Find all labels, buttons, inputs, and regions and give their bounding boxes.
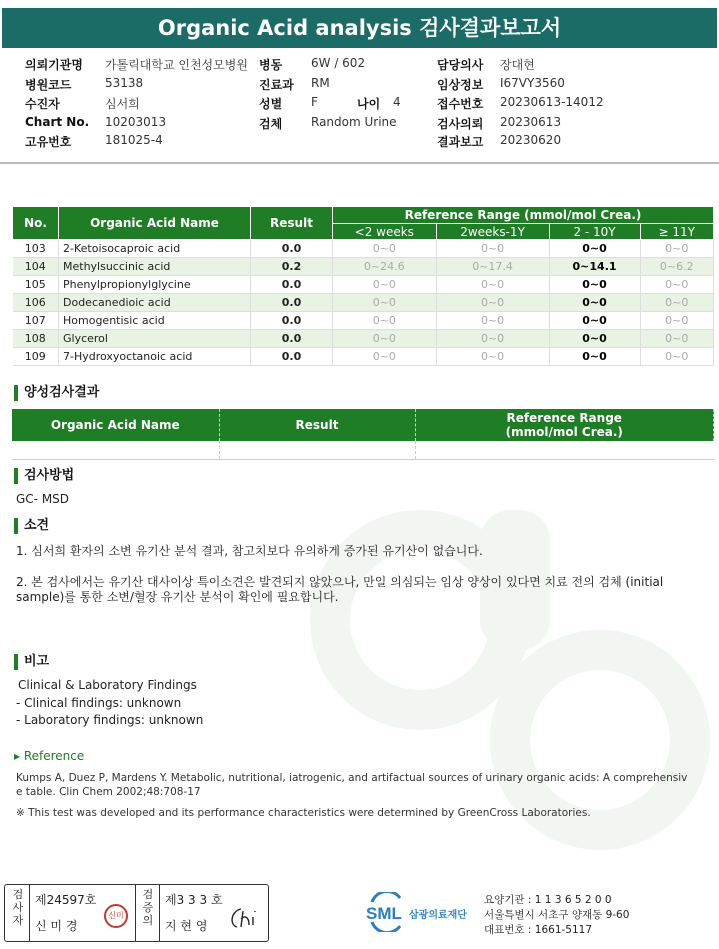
row-range: 0~0 xyxy=(549,348,640,366)
col-no: No. xyxy=(13,207,59,240)
row-result: 0.0 xyxy=(251,312,333,330)
opinion-line-2b: sample)를 통한 소변/혈장 유기산 분석이 확인에 필요합니다. xyxy=(16,590,339,604)
remarks-section-title: 비고 xyxy=(14,654,49,670)
clinical-label: 임상정보 xyxy=(437,78,484,92)
subject-label: 수진자 xyxy=(25,97,60,111)
hospcode-label: 병원코드 xyxy=(25,78,72,92)
row-range: 0~0 xyxy=(549,240,640,258)
row-range: 0~0 xyxy=(436,276,549,294)
sml-logo xyxy=(366,892,476,936)
handwritten-signature xyxy=(227,905,263,931)
row-range: 0~0 xyxy=(333,294,437,312)
range-header: <2 weeks xyxy=(333,224,437,240)
ward-value: 6W / 602 xyxy=(311,56,366,70)
reference-line-2: e table. Clin Chem 2002;48:708-17 xyxy=(16,786,201,798)
dept-value: RM xyxy=(311,76,330,90)
uid-value: 181025-4 xyxy=(105,133,163,147)
pos-col-range-line1: Reference Range xyxy=(506,411,622,425)
opinion-line-1: 1. 심서희 환자의 소변 유기산 분석 결과, 참고치보다 유의하게 증가된 유기산이 없습니다. xyxy=(16,544,483,558)
row-result: 0.0 xyxy=(251,294,333,312)
row-range: 0~0 xyxy=(333,312,437,330)
remarks-line-3: - Laboratory findings: unknown xyxy=(16,713,204,727)
row-no: 104 xyxy=(13,258,59,276)
pos-col-range-line2: (mmol/mol Crea.) xyxy=(505,425,623,439)
positive-section-title: 양성검사결과 xyxy=(14,385,99,401)
dept-label: 진료과 xyxy=(259,78,294,92)
range-header: ≥ 11Y xyxy=(640,224,713,240)
range-header: 2 - 10Y xyxy=(549,224,640,240)
row-range: 0~0 xyxy=(549,330,640,348)
accession-value: 20230613-14012 xyxy=(500,95,604,109)
request-label: 검사의뢰 xyxy=(437,117,484,131)
col-result: Result xyxy=(251,207,333,240)
request-value: 20230613 xyxy=(500,115,562,129)
row-range: 0~0 xyxy=(549,312,640,330)
row-range: 0~0 xyxy=(640,312,713,330)
sex-label: 성별 xyxy=(259,97,283,111)
col-name: Organic Acid Name xyxy=(59,207,251,240)
row-result: 0.0 xyxy=(251,240,333,258)
institution-label: 의뢰기관명 xyxy=(25,58,83,72)
age-value: 4 xyxy=(393,95,401,109)
row-range: 0~0 xyxy=(549,276,640,294)
method-section-title: 검사방법 xyxy=(14,468,74,484)
row-name: Dodecanedioic acid xyxy=(59,294,251,312)
chart-label: Chart No. xyxy=(25,115,90,129)
doctor-value: 장대현 xyxy=(500,58,535,72)
confirmer-license: 제3 3 3 호 xyxy=(165,893,223,907)
reference-title: ▸ Reference xyxy=(14,749,85,763)
tester-name: 신 미 경 xyxy=(35,919,78,933)
row-range: 0~0 xyxy=(333,348,437,366)
footer-line-1: 요양기관 : 1 1 3 6 5 2 0 0 xyxy=(484,894,612,906)
footer-info xyxy=(484,893,629,938)
row-no: 107 xyxy=(13,312,59,330)
ward-label: 병동 xyxy=(259,58,283,72)
table-row xyxy=(13,348,714,366)
row-range: 0~0 xyxy=(333,330,437,348)
pos-col-range xyxy=(415,409,714,441)
table-row xyxy=(13,312,714,330)
row-no: 108 xyxy=(13,330,59,348)
row-range: 0~6.2 xyxy=(640,258,713,276)
report-value: 20230620 xyxy=(500,133,562,147)
col-range: Reference Range (mmol/mol Crea.) xyxy=(333,207,714,224)
table-row xyxy=(13,294,714,312)
row-no: 103 xyxy=(13,240,59,258)
row-name: Homogentisic acid xyxy=(59,312,251,330)
sex-value: F xyxy=(311,95,318,109)
row-no: 109 xyxy=(13,348,59,366)
row-name: 2-Ketoisocaproic acid xyxy=(59,240,251,258)
pos-col-name: Organic Acid Name xyxy=(12,409,219,441)
row-result: 0.0 xyxy=(251,330,333,348)
row-name: Methylsuccinic acid xyxy=(59,258,251,276)
org-name: 삼광의료재단 xyxy=(409,910,467,921)
row-range: 0~17.4 xyxy=(436,258,549,276)
method-text: GC- MSD xyxy=(16,492,70,506)
footer-line-2: 서울특별시 서초구 양재동 9-60 xyxy=(484,909,630,921)
row-range: 0~0 xyxy=(549,294,640,312)
row-range: 0~0 xyxy=(640,276,713,294)
seal-stamp: 신미 xyxy=(104,904,128,928)
row-range: 0~0 xyxy=(436,312,549,330)
positive-results-table xyxy=(12,409,714,460)
reference-line-1: Kumps A, Duez P, Mardens Y. Metabolic, nutritional, iatrogenic, and artifactual sources of urinary organic acids: A comprehensiv xyxy=(16,772,688,784)
institution-value: 가톨릭대학교 인천성모병원 xyxy=(105,58,248,72)
row-name: 7-Hydroxyoctanoic acid xyxy=(59,348,251,366)
row-range: 0~0 xyxy=(640,330,713,348)
clinical-value: I67VY3560 xyxy=(500,76,565,90)
row-result: 0.0 xyxy=(251,276,333,294)
table-row xyxy=(12,441,714,459)
table-row xyxy=(13,330,714,348)
doctor-label: 담당의사 xyxy=(437,58,484,72)
divider xyxy=(0,162,719,164)
reference-line-3: ※ This test was developed and its performance characteristics were determined by GreenCross Laboratories. xyxy=(16,807,591,819)
specimen-value: Random Urine xyxy=(311,115,397,129)
accession-label: 접수번호 xyxy=(437,97,484,111)
uid-label: 고유번호 xyxy=(25,135,72,149)
row-no: 106 xyxy=(13,294,59,312)
confirmer-label: 검증의 xyxy=(142,888,154,927)
row-range: 0~0 xyxy=(640,240,713,258)
row-name: Glycerol xyxy=(59,330,251,348)
row-range: 0~0 xyxy=(436,330,549,348)
row-range: 0~0 xyxy=(436,294,549,312)
watermark-graphic xyxy=(300,480,719,880)
tester-license: 제24597호 xyxy=(35,893,97,907)
row-range: 0~0 xyxy=(333,240,437,258)
row-range: 0~14.1 xyxy=(549,258,640,276)
table-row xyxy=(13,240,714,258)
row-range: 0~0 xyxy=(333,276,437,294)
pos-col-result: Result xyxy=(219,409,415,441)
row-range: 0~24.6 xyxy=(333,258,437,276)
range-header: 2weeks-1Y xyxy=(436,224,549,240)
confirmer-name: 지 현 영 xyxy=(165,919,208,933)
row-range: 0~0 xyxy=(640,348,713,366)
chart-value: 10203013 xyxy=(105,115,167,129)
report-label: 결과보고 xyxy=(437,135,484,149)
table-row xyxy=(13,258,714,276)
remarks-line-2: - Clinical findings: unknown xyxy=(16,696,182,710)
signature-box xyxy=(4,884,269,942)
row-range: 0~0 xyxy=(436,348,549,366)
specimen-label: 검체 xyxy=(259,117,283,131)
report-title: Organic Acid analysis 검사결과보고서 xyxy=(2,8,717,48)
opinion-section-title: 소견 xyxy=(14,518,49,534)
row-range: 0~0 xyxy=(640,294,713,312)
remarks-line-1: Clinical & Laboratory Findings xyxy=(18,678,197,692)
tester-label: 검사자 xyxy=(12,888,24,927)
opinion-line-2a: 2. 본 검사에서는 유기산 대사이상 특이소견은 발견되지 않았으나, 만일 의심되는 임상 양상이 있다면 치료 전의 검체 (initial xyxy=(16,575,664,589)
age-label: 나이 xyxy=(357,97,381,111)
logo-text: SML xyxy=(366,904,402,923)
row-result: 0.0 xyxy=(251,348,333,366)
footer-line-3: 대표번호 : 1661-5117 xyxy=(484,924,593,936)
row-range: 0~0 xyxy=(436,240,549,258)
row-no: 105 xyxy=(13,276,59,294)
hospcode-value: 53138 xyxy=(105,76,144,90)
row-name: Phenylpropionylglycine xyxy=(59,276,251,294)
subject-value: 심서희 xyxy=(105,97,140,111)
reference-table xyxy=(12,206,714,366)
row-result: 0.2 xyxy=(251,258,333,276)
table-row xyxy=(13,276,714,294)
